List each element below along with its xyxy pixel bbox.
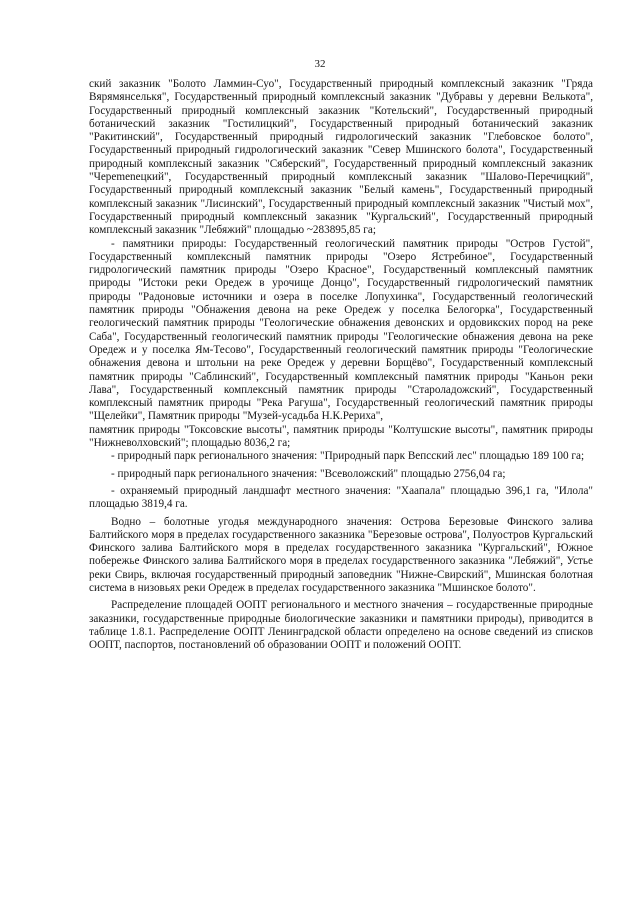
page-number: 32	[314, 58, 326, 70]
paragraph-natural-monuments: - памятники природы: Государственный геологический памятник природы "Остров Густой", Государственный комплексный памятник природы "Озеро Ястребиное", Государственный гидрологический памятник природы "Озеро Красное", Государственный комплексный памятник природы "Истоки реки Оредеж в урочище Донцо", Государственный гидрологический памятник природы "Радоновые источники и озера в поселке Лопухинка", Государственный геологический памятник природы "Обнажения девона на реке Оредеж у поселка Белогорка", Государственный геологический памятник природы "Геологические обнажения девонских и ордовикских пород на реке Саба", Государственный геологический памятник природы "Геологические обнажения девона на реке Оредеж и у поселка Ям-Тесово", Государственный геологический памятник природы "Геологические обнажения девона и штольни на реке Оредеж у деревни Борщёво", Государственный комплексный памятник природы "Саблинский", Государственный комплексный памятник природы "Каньон реки Лава", Государственный комплексный памятник природы "Староладожский", Государственный комплексный памятник природы "Река Рагуша", Государственный геологический памятник природы "Щелейки", Памятник природы "Музей-усадьба Н.К.Рериха",	[89, 237, 593, 423]
paragraph-protected-landscape: - охраняемый природный ландшафт местного значения: "Хаапала" площадью 396,1 га, "Илола" площадью 3819,4 га.	[89, 484, 593, 511]
paragraph-monuments-continuation: памятник природы "Токсовские высоты", памятник природы "Колтушские высоты", памятник природы "Нижневолховский"; площадью 8036,2 га;	[89, 423, 593, 450]
body-text	[89, 78, 593, 652]
paragraph-vsevolozhsky-park: - природный парк регионального значения: "Всеволожский" площадью 2756,04 га;	[111, 467, 506, 480]
paragraph-area-distribution: Распределение площадей ООПТ регионального и местного значения – государственные природные заказники, государственные природные биологические заказники и памятники природы), приводится в таблице 1.8.1. Распределение ООПТ Ленинградской области определено на основе сведений из списков ООПТ, паспортов, постановлений об образовании ООПТ и положений ООПТ.	[89, 599, 593, 652]
paragraph-vepsian-forest-park: - природный парк регионального значения: "Природный парк Вепсский лес" площадью 189 100 га;	[111, 450, 585, 463]
paragraph-reserves-continuation: ский заказник "Болото Ламмин-Суо", Государственный природный комплексный заказник "Гряда Вярямянселькя", Государственный природный комплексный заказник "Дубравы у деревни Велькота", Государственный природный комплексный заказник "Котельский", Государственный природный ботанический заказник "Гостилицкий", Государственный природный ботанический заказник "Ракитинский", Государственный природный гидрологический заказник "Глебовское болото", Государственный природный гидрологический заказник "Север Мшинского болота", Государственный природный комплексный заказник "Сяберский", Государственный природный комплексный заказник "Черemeneцкий", Государственный природный комплексный заказник "Шалово-Перечицкий", Государственный природный комплексный заказник "Белый камень", Государственный природный комплексный заказник "Лисинский", Государственный природный комплексный заказник "Чистый мох", Государственный природный комплексный заказник "Кургальский", Государственный природный комплексный заказник "Лебяжий" площадью ~283895,85 га;	[89, 78, 593, 237]
paragraph-wetlands: Водно – болотные угодья международного значения: Острова Березовые Финского залива Балтийского моря в пределах государственного заказника "Березовые острова", Полуостров Кургальский Финского залива Балтийского моря в пределах государственного заказника "Кургальский", Южное побережье Финского залива Балтийского моря в пределах государственного заказника "Лебяжий", Устье реки Свирь, включая государственный природный заповедник "Нижне-Свирский", Мшинская болотная система в низовьях реки Оредеж в пределах государственного заказника "Мшинское болото".	[89, 515, 593, 594]
